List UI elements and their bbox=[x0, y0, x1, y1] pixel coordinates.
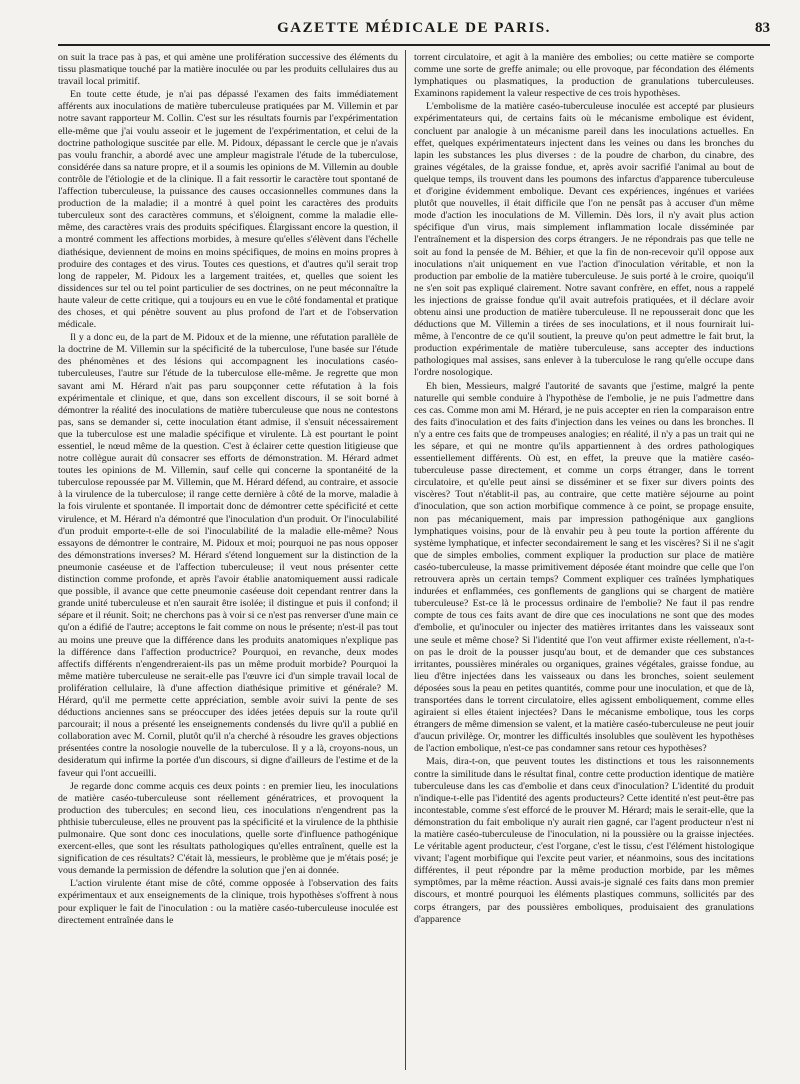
page-number: 83 bbox=[755, 20, 770, 36]
right-column bbox=[414, 52, 754, 1068]
paragraph: Mais, dira-t-on, que peuvent toutes les distinctions et tous les raisonnements contre la similitude dans le résultat final, contre cette production identique de matière tuberculeuse dans les cas d'embolie et dans ceux d'inoculation? L'identité du produit n'indique-t-elle pas l'identité des agents producteurs? Cette identité n'est peut-être pas incontestable, comme s'est efforcé de le prouver M. Hérard; mais le serait-elle, que la démonstration du fait embolique n'y aurait rien gagné, car l'agent producteur n'est ni la matière caséo-tuberculeuse de l'inoculation, ni la poussière ou la graisse injectées. Le véritable agent producteur, c'est l'organe, c'est le tissu, c'est l'élément histologique vivant; l'agent morbifique qui l'excite peut varier, et néanmoins, sous des incitations différentes, il peut répondre par la même production morbide, par les mêmes symptômes, par la même réaction. Aussi avais-je signalé ces faits dans mon premier discours, et montré pourquoi les éléments plastiques communs, sollicités par des corps étrangers, par des poussières emboliques, produisaient des granulations d'apparence bbox=[414, 756, 754, 925]
paragraph: torrent circulatoire, et agit à la manière des embolies; ou cette matière se comporte comme une sorte de greffe animale; ou elle provoque, par fécondation des éléments lymphatiques ou plasmatiques, la production de granulations tuberculeuses. Examinons rapidement la valeur respective de ces trois hypothèses. bbox=[414, 52, 754, 100]
paragraph: Eh bien, Messieurs, malgré l'autorité de savants que j'estime, malgré la pente naturelle qui semble conduire à l'hypothèse de l'embolie, je ne puis l'admettre dans ces cas. Comme mon ami M. Hérard, je ne puis accepter en rien la comparaison entre des faits d'inoculation et des faits d'injection dans les veines ou dans les bronches. Il n'y a entre ces faits que de trompeuses analogies; en réalité, il n'y a pas un trait qui ne les sépare, et qui ne montre qu'ils appartiennent à des ordres pathologiques essentiellement différents. Où est, en effet, la preuve que la matière caséo-tuberculeuse passe directement, et comme un corps étranger, dans le torrent circulatoire, et qu'elle peut ainsi se disséminer et se fixer sur divers points des viscères? Tout n'établit-il pas, au contraire, que cette matière séjourne au point d'inoculation, que son action morbifique commence à ce point, se propage ensuite, non pas mécaniquement, mais par impression pathogénique aux ganglions lymphatiques voisins, pour de là envahir peu à peu toute la portion afférente du système lymphatique, et infecter secondairement le sang et les viscères? Si il ne s'agit que de simples embolies, comment expliquer la production sur place de matière caséo-tuberculeuse, la masse primitivement déposée étant moindre que celle que l'on retrouvera après un certain temps? Comment expliquer ces traînées lymphatiques indurées et enflammées, ces gonflements de ganglions qui se chargent de matière tuberculeuse? Est-ce là le processus ordinaire de l'embolie? Ne faut il pas rendre compte de tous ces faits avant de dire que ces inoculations ne sont que des modes d'embolie, et qu'inoculer ou injecter des matières irritantes dans les vaisseaux sont une seule et même chose? Si l'identité que l'on veut affirmer existe réellement, n'a-t-on pas le droit de la pousser jusqu'au bout, et de demander que ces substances irritantes, poussières minérales ou organiques, graines végétales, graisse fondue, au lieu d'être injectées dans les vaisseaux ou dans les bronches, soient seulement déposées sous la peau en petites quantités, comme pour une inoculation, et que de là, transportées dans le torrent circulatoire, elles agissent emboliquement, comme elles agiraient si elles étaient injectées? Dans le mécanisme embolique, tous les corps étrangers de même dimension se valent, et la matière caséo-tuberculeuse ne peut jouir d'aucun privilège. Or, montrer les difficultés insolubles que soulèvent les hypothèses de l'action embolique, n'est-ce pas condamner sans retour ces hypothèses? bbox=[414, 380, 754, 755]
column-divider bbox=[405, 50, 406, 1070]
paragraph: L'embolisme de la matière caséo-tuberculeuse inoculée est accepté par plusieurs expérimentateurs qui, de certains faits où le mécanisme embolique est évident, concluent par analogie à un mécanisme pareil dans les inoculations actuelles. En effet, quelques expérimentateurs injectent dans les veines ou dans les bronches du lapin les substances les plus diverses : de la poudre de charbon, du cinabre, des graines végétales, de la graisse fondue, et, après avoir sacrifié l'animal au bout de quelque temps, ils trouvent dans les poumons des infarctus d'apparence tuberculeuse et d'origine évidemment embolique. Devant ces expériences, ingénues et variées plutôt que nouvelles, il était difficile que l'on ne pensât pas à accuser d'un même mode d'action les inoculations de M. Villemin. Dès lors, il n'y avait plus action spécifique d'un virus, mais simplement inflammation locale disséminée par l'entraînement et la dispersion des corps étrangers. Je ne répondrais pas que telle ne soit au fond la pensée de M. Béhier, et que la fin de non-recevoir qu'il oppose aux inoculations n'ait uniquement en vue l'action d'inoculation véritable, et non la production par embolie de la matière tuberculeuse. Je suis porté à le croire, quoiqu'il ne s'en soit pas expliqué clairement. Notre savant confrère, en effet, nous a rappelé les injections de graisse fondue qu'il avait autrefois pratiquées, et il déclare avoir obtenu ainsi une production de matière tuberculeuse. Il ne repousserait donc que les déductions que M. Villemin a tirées de ses inoculations, et il nous fournirait lui-même, à l'encontre de ce qu'il soutient, la preuve qu'on peut admettre le fait brut, la production expérimentale de matière tuberculeuse, sans accepter des inductions pathologiques mal assises, sans enlever à la tuberculose le rang qu'elle occupe dans l'ordre nosologique. bbox=[414, 101, 754, 379]
journal-title: GAZETTE MÉDICALE DE PARIS. bbox=[277, 20, 551, 36]
paragraph: on suit la trace pas à pas, et qui amène une prolifération successive des éléments du tissu plasmatique touché par la matière inoculée ou par les produits cellulaires dus au travail local primitif. bbox=[58, 52, 398, 88]
paragraph: Il y a donc eu, de la part de M. Pidoux et de la mienne, une réfutation parallèle de la doctrine de M. Villemin sur la spécificité de la tuberculose, l'une basée sur l'étude des phénomènes et des lésions qui accompagnent les inoculations caséo-tuberculeuses, l'autre sur l'étude de la tuberculose elle-même. Je regrette que mon savant ami M. Hérard n'ait pas paru soupçonner cette réfutation à la fois expérimentale et clinique, et que, dans son excellent discours, il se soit borné à démontrer la réalité des inoculations de matière tuberculeuse que nous ne contestons pas, sans se demander si, cette inoculation étant admise, il s'ensuit nécessairement que la tuberculose est une maladie spécifique et virulente. Là est pourtant le point essentiel, le nœud même de la question. C'est à éclairer cette question litigieuse que notre collègue aurait dû consacrer ses efforts de démonstration. M. Hérard admet toutes les opinions de M. Villemin, sauf celle qui concerne la spontanéité de la tuberculose repoussée par M. Villemin, que M. Hérard défend, au contraire, et associe à la virulence de la tuberculose; il range cette dernière à côté de la morve, maladie à la fois virulente et spontanée. Il importait donc de démontrer cette spécificité et cette virulence, et M. Hérard n'a démontré que l'inoculation d'un produit. Or l'inoculabilité d'un produit emporte-t-elle de soi l'inoculabilité de la maladie elle-même? Nous essayons de démontrer le contraire, M. Pidoux et moi; pourquoi ne pas nous opposer des démonstrations inverses? M. Hérard s'étend longuement sur la distinction de la pneumonie caséeuse et de l'affection tuberculeuse; il veut nous présenter cette distinction comme profonde, et après l'avoir établie anatomiquement aussi radicale que possible, il avance que cette pneumonie caséeuse doit cependant rentrer dans la grande unité tuberculeuse et n'en saurait être isolée; il distingue et puis il confond; il sépare et il réunit. Soit; ne cherchons pas à voir si ce n'est pas renverser d'une main ce qu'on a édifié de l'autre; acceptons le fait comme on nous le présente; n'est-il pas tout au moins une preuve que la différence dans les produits anatomiques n'explique pas la différence dans l'affection productrice? Pourquoi, en revanche, deux modes affectifs différents n'engendreraient-ils pas un même produit morbide? Pourquoi la même matière tuberculeuse ne serait-elle pas l'œuvre ici d'un simple travail local de prolifération cellulaire, là d'une affection diathésique primitive et générale? M. Hérard, qu'il me permette cette appréciation, semble avoir suivi la pente de ses déductions anciennes sans se préoccuper des idées jetées depuis sur la route qu'il parcourait; il nous a présenté les enseignements condensés du livre qu'il a publié en collaboration avec M. Cornil, plutôt qu'il n'a cherché à résoudre les graves objections présentées contre la nosologie nouvelle de la tuberculose. Il y a là, croyons-nous, un desideratum qui infirme la portée d'un discours, si digne d'ailleurs de l'estime et de la faveur qui l'ont accueilli. bbox=[58, 332, 398, 779]
paragraph: En toute cette étude, je n'ai pas dépassé l'examen des faits immédiatement afférents aux inoculations de matière tuberculeuse pratiquées par M. Villemin et par notre savant rapporteur M. Collin. C'est sur les résultats fournis par l'expérimentation elle-même que j'ai voulu asseoir et le jugement de l'expérimentation, et celui de la doctrine pathologique suscitée par elle. M. Pidoux, dépassant le cercle que je n'avais pas voulu franchir, a abordé avec une ampleur magistrale l'étude de la tuberculose, considérée dans sa nature propre, et il a soumis les opinions de M. Villemin au double contrôle de l'étiologie et de la clinique. Il a fait ressortir le caractère tout spontané de l'affection tuberculeuse, la puissance des causes occasionnelles communes dans la production de la maladie; il a montré à quel point les caractères des produits tuberculeux sont des caractères communs, et s'éloignent, comme la maladie elle-même, des caractères vrais des produits spécifiques. Élargissant encore la question, il a montré comment les affections morbides, à mesure qu'elles s'élèvent dans l'échelle diathésique, deviennent de moins en moins spécifiques, de moins en moins propres à produire des contages et des virus. Toutes ces questions, et d'autres qu'il serait trop long de rappeler, M. Pidoux les a largement traitées, et, quelles que soient les dissidences sur tel ou tel point particulier de ses doctrines, on ne peut méconnaître la haute valeur de cette critique, qui a toujours eu en vue le côté fondamental et pratique des choses, et qui pénètre souvent au plus profond de l'art et de l'observation médicale. bbox=[58, 89, 398, 331]
left-column bbox=[58, 52, 398, 1068]
page-header bbox=[58, 18, 770, 46]
paragraph: Je regarde donc comme acquis ces deux points : en premier lieu, les inoculations de matière caséo-tuberculeuse sont réellement génératrices, et provoquent la production des tubercules; en second lieu, ces inoculations n'engendrent pas la phthisie tuberculeuse, elles ne prouvent pas la spécificité et la virulence de la phthisie pulmonaire. Que sont donc ces inoculations, quelle sorte d'influence pathogénique exercent-elles, que sont les résultats pathologiques qu'elles entraînent, quelle est la signification de ces résultats? C'était là, messieurs, le problème que je m'étais posé; je vous demande la permission de défendre la solution que j'en ai donnée. bbox=[58, 780, 398, 877]
paragraph: L'action virulente étant mise de côté, comme opposée à l'observation des faits expérimentaux et aux enseignements de la clinique, trois hypothèses s'offrent à nous pour expliquer le fait de l'inoculation : ou la matière caséo-tuberculeuse inoculée est directement entraînée dans le bbox=[58, 878, 398, 926]
